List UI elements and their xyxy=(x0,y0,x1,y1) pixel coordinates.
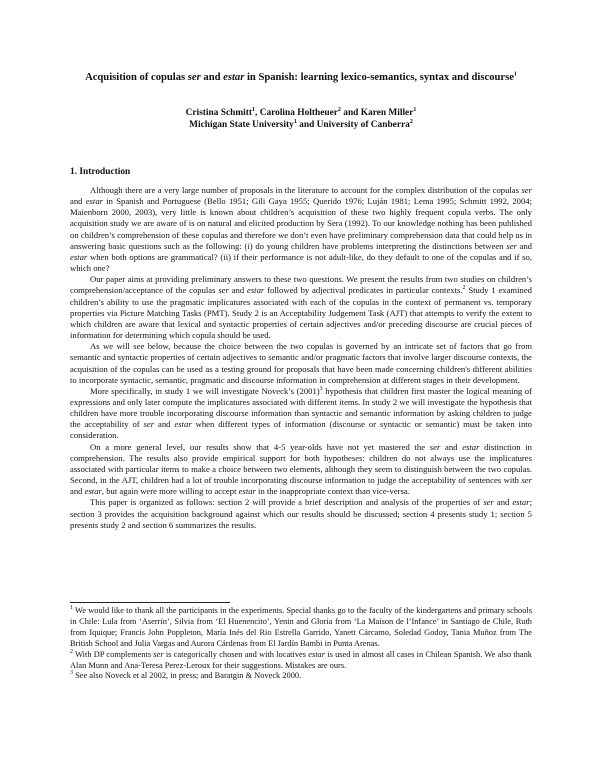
affiliation-mark: 1 xyxy=(252,106,255,113)
title-text: Acquisition of copulas xyxy=(85,72,188,83)
affiliation-mark: 1 xyxy=(293,118,297,125)
text: Our paper aims at providing preliminary answers to these two questions. We present the results from two studies on children’s comprehension/acceptance of the copulas xyxy=(70,274,532,296)
term-estar: estar xyxy=(308,649,325,659)
text: On a more general level, our results show that 4-5 year-olds have not yet mastered the xyxy=(90,441,430,452)
footnote-number: 1 xyxy=(70,605,73,612)
text: and xyxy=(440,441,463,452)
body-text xyxy=(70,185,532,531)
affiliation-mark: 2 xyxy=(409,118,413,125)
term-estar: estar xyxy=(84,486,102,497)
paragraph-6 xyxy=(70,497,532,530)
text: , but again were more willing to accept xyxy=(101,486,239,497)
title-text: in Spanish: learning lexico-semantics, syntax and discourse xyxy=(244,72,514,83)
term-ser: ser xyxy=(521,185,532,195)
term-ser: ser xyxy=(429,441,441,452)
text: hypothesis that children first master the logical meaning of expressions and only later compute the implicatures associated with different items. In study 2 we will investigate the hypothesis that children have more trouble incorporating discourse information than syntactic and semantic information by asking children to judge the acceptability of xyxy=(70,385,532,430)
author-block xyxy=(70,107,532,131)
text: Study 1 examined children’s ability to use the pragmatic implicatures associated with each of the copulas in the context of permanent vs. temporary properties via Picture Matching Tasks (PMT). Study 2 is an Acceptability Judgement Task (AJT) that attempts to verify the extent to which children are aware that lexical and syntactic properties of certain adjectives and/or preceding discourse are crucial pieces of information for determining which copula should be used. xyxy=(70,285,532,341)
footnote-1 xyxy=(70,606,532,650)
text: in the inappropriate context than vice-versa. xyxy=(255,486,410,497)
author-name: Cristina Schmitt xyxy=(185,108,252,118)
author-name: , Carolina Holtheuer xyxy=(255,108,338,118)
text: followed by adjectival predicates in particular contexts. xyxy=(264,285,463,296)
text: is categorically chosen and with locatives xyxy=(163,649,309,659)
text: and xyxy=(516,240,532,251)
term-ser: ser xyxy=(521,475,532,486)
author-name: and Karen Miller xyxy=(340,108,414,118)
term-ser: ser xyxy=(153,649,164,659)
footnote-2 xyxy=(70,650,532,672)
paper-title xyxy=(70,72,532,85)
footnote-ref-2: 2 xyxy=(462,285,466,292)
term-estar: estar xyxy=(247,285,265,296)
paragraph-5 xyxy=(70,442,532,498)
paragraph-2 xyxy=(70,274,532,341)
text: Although there are a very large number of proposals in the literature to account for the complex distribution of the copulas xyxy=(90,185,522,195)
text: is used in almost all cases in Chilean Spanish. We also thank Alan Munn and Ana-Teresa Perez-Leroux for their suggestions. Mistakes are ours. xyxy=(70,649,532,670)
footnote-3 xyxy=(70,671,532,682)
title-term-ser: ser xyxy=(187,72,201,83)
affiliation: Michigan State University xyxy=(189,120,294,130)
term-estar: estar xyxy=(512,497,530,508)
text: We would like to thank all the participants in the experiments. Special thanks go to the faculty of the kindergartens and primary schools in Chile: Lula from ‘Aserrín’, Silvia from ‘El Huenencito’, Yenin and Gloria from ‘La Maison de l’Infance’ in Santiago de Chile, Ruth from Iquique; Francis John Poppleton, María Inés del Rio Estrella Garrido, Yanett Cárcamo, Soledad Godoy, Tania Muñoz from The British School and Julia Vargas and Aurora Cárdenas from El Jardín Bambi in Punta Arenas. xyxy=(70,606,532,648)
footnote-ref-3: 3 xyxy=(319,385,323,392)
term-estar: estar xyxy=(70,251,88,262)
text: and xyxy=(70,486,85,497)
section-heading: 1. Introduction xyxy=(70,167,131,177)
text: More specifically, in study 1 we will investigate Noveck’s (2001) xyxy=(90,385,320,396)
text: This paper is organized as follows: section 2 will provide a brief description and analysis of the properties of xyxy=(90,497,484,508)
term-estar: estar xyxy=(462,441,480,452)
term-ser: ser xyxy=(506,240,517,251)
footnote-number: 3 xyxy=(70,670,73,677)
title-term-estar: estar xyxy=(223,72,245,83)
text: when different types of information (discourse or syntactic or semantic) must be taken into consideration. xyxy=(70,419,532,441)
text: With DP complements xyxy=(73,649,154,659)
text: in Spanish and Portuguese (Bello 1951; Gili Gaya 1955; Querido 1976; Luján 1981; Lema 1995; Schmitt 1992, 2004; Maienborn 2000, 2003), very little is known about children’s acquisition of these two highly frequent copula verbs. The only acquisition study we are aware of is on natural and elicited production by Sera (1992). To our knowledge nothing has been published on children’s comprehension of these copulas and therefore we don’t even have preliminary comprehension data that could help us in answering basic questions such as the following: (i) do young children have problems interpreting the distinctions between xyxy=(70,196,532,251)
paragraph-3: As we will see below, because the choice between the two copulas is governed by an intricate set of factors that go from semantic and syntactic properties of certain adjectives to semantic and/or pragmatic factors that involve larger discourse contexts, the acquisition of the copulas can be used as a testing ground for proposals that have been made concerning children's different abilities to incorporate syntactic, semantic, pragmatic and discourse information in comprehension at different stages in their development. xyxy=(70,341,532,385)
text: ; section 3 provides the acquisition background against which our results should be discussed; section 4 presents study 1; section 5 presents study 2 and section 6 summarizes the results. xyxy=(70,497,532,530)
text: and xyxy=(493,497,513,508)
footnote-ref-1: 1 xyxy=(513,71,517,78)
author-affiliations xyxy=(70,119,532,131)
term-estar: estar xyxy=(174,419,192,430)
text: and xyxy=(154,419,175,430)
paragraph-1 xyxy=(70,185,532,274)
affiliation-mark: 1 xyxy=(413,106,417,113)
affiliation: and University of Canberra xyxy=(296,120,410,130)
text: distinction in comprehension. The results also provide empirical support for both hypotheses: children do not always use the implicatures associated with particular items to make a choice between two elements, although they seem to distinguish between the two copulas. Second, in the AJT, children had a lot of trouble incorporating discourse information to judge the acceptability of sentences with xyxy=(70,441,532,486)
term-ser: ser xyxy=(483,497,494,508)
author-names xyxy=(70,107,532,119)
footnotes xyxy=(70,606,532,682)
term-estar: estar xyxy=(238,486,256,497)
footnote-divider xyxy=(70,602,230,603)
title-text: and xyxy=(200,72,224,83)
text: and xyxy=(228,285,247,296)
term-estar: estar xyxy=(85,196,103,207)
term-ser: ser xyxy=(143,419,155,430)
text: See also Noveck et al 2002, in press; and Baratgin & Noveck 2000. xyxy=(73,671,302,681)
text: and xyxy=(70,196,86,207)
paragraph-4 xyxy=(70,386,532,442)
footnote-number: 2 xyxy=(70,648,73,655)
affiliation-mark: 2 xyxy=(337,106,341,113)
text: when both options are grammatical? (ii) if their performance is not adult-like, do they default to one of the copulas and if so, which one? xyxy=(70,251,532,274)
term-ser: ser xyxy=(218,285,229,296)
